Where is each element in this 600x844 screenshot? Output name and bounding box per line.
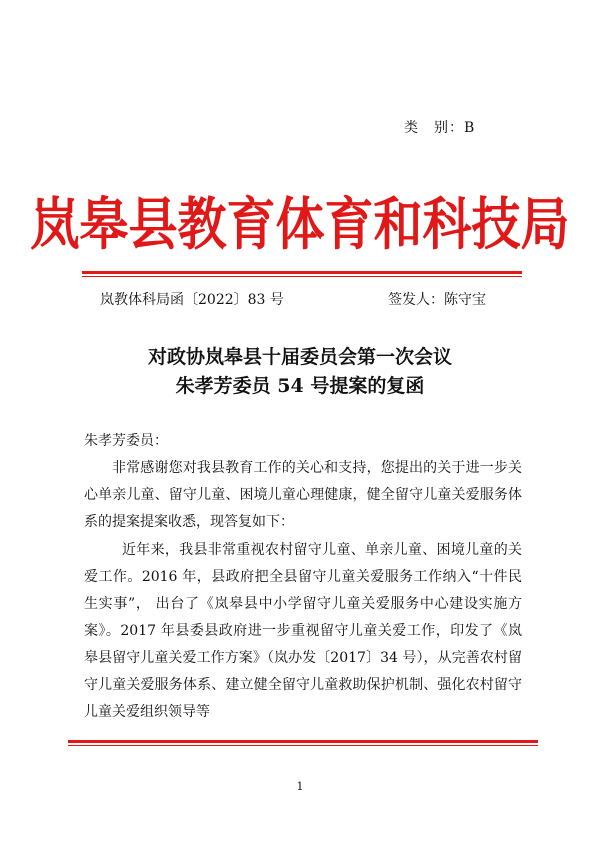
masthead-rule-thin [82,276,522,277]
document-title-line-1: 对政协岚皋县十届委员会第一次会议 [147,346,452,368]
document-number: 岚教体科局函〔2022〕83 号 [100,292,284,308]
body-paragraph-2: 近年来，我县非常重视农村留守儿童、单亲儿童、困境儿童的关爱工作。2016 年，县政府把全县留守儿童关爱服务工作纳入“十件民生实事”， 出台了《岚皋县中小学留守儿童关爱服务中心建设实施方案》。2017 年县委县政府进一步重视留守儿童关爱工作，印发了《岚皋县留守儿童关爱工作方案》（岚办发〔2017〕34 号），从完善农村留守儿童关爱服务体系、建立健全留守儿童救助保护机制、强化农村留守儿童关爱组织领导等 [84,542,522,720]
salutation: 朱孝芳委员： [84,433,168,449]
organization-masthead: 岚皋县教育体育和科技局 [30,190,570,258]
signer: 签发人：陈守宝 [388,292,486,308]
body-paragraph-1: 非常感谢您对我县教育工作的关心和支持，您提出的关于进一步关心单亲儿童、留守儿童、困境儿童心理健康，健全留守儿童关爱服务体系的提案提案收悉，现答复如下： [84,460,522,530]
masthead-rule-thick [82,271,522,274]
footer-rule-thin [68,745,538,746]
category-label: 类 别：B [404,120,476,136]
document-title-line-2: 朱孝芳委员 54 号提案的复函 [175,375,425,397]
footer-rule-thick [68,740,538,743]
page-number: 1 [296,780,304,793]
